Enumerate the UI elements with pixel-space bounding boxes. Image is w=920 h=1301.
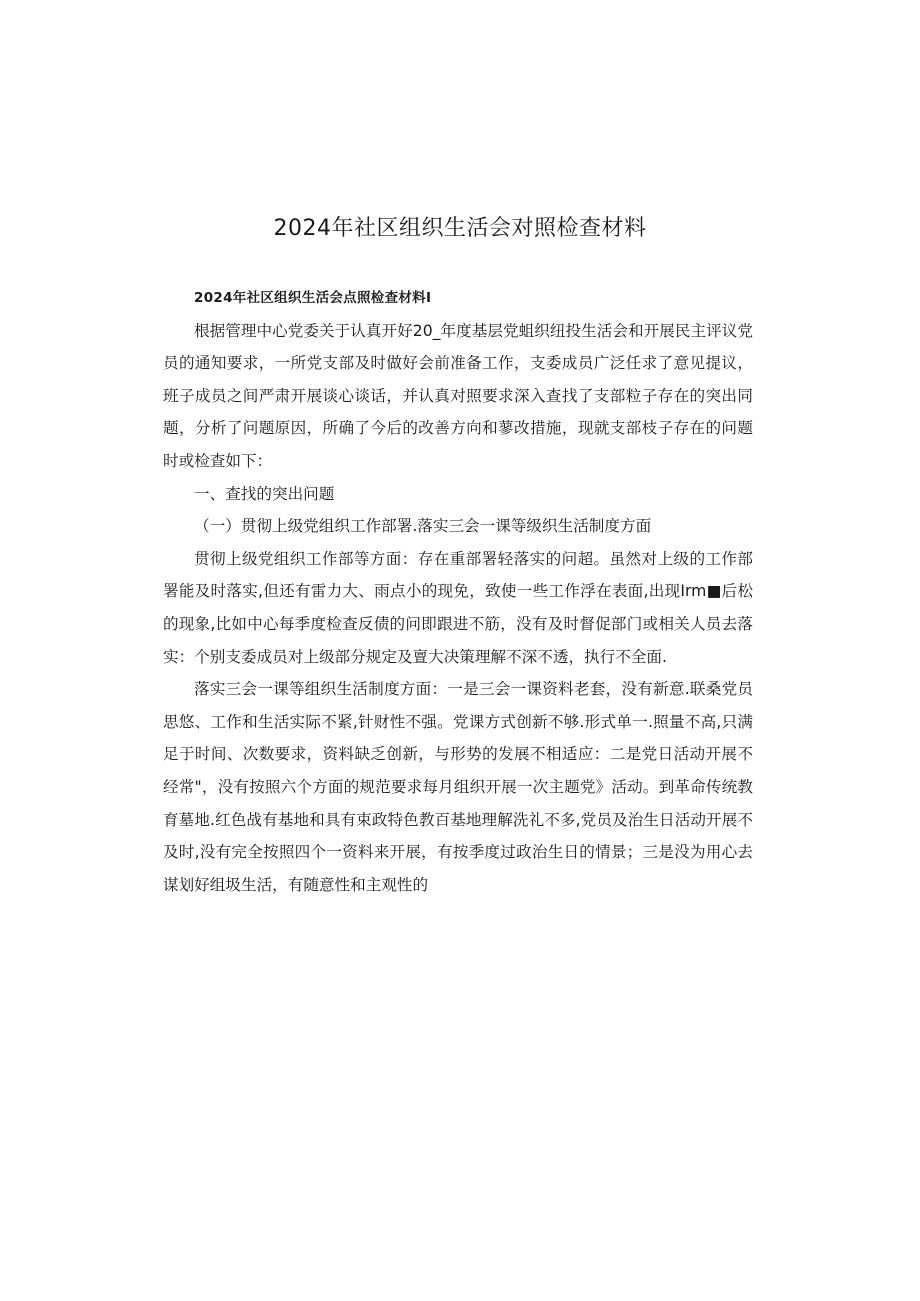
- section-heading: 一、查找的突出问题: [194, 484, 335, 503]
- paragraph-intro: 根据管理中心党委关于认真开好20_年度基层党蛆织纽投生活会和开展民主评议党员的通知要求，一所党支部及时做好会前准备工作，支委成员广泛任求了意见提议，班子成员之间严肃开展谈心谈话，并认真对照要求深入查找了支部粒子存在的突出同题，分析了问题原因，所确了今后的改善方向和蓼改措施，现就支部枝子存在的问题时或检查如下：: [163, 321, 753, 470]
- paragraph-deployment: 贯彻上级党组织工作部等方面：存在重部署轻落实的问超。虽然对上级的工作部署能及时落实,但还有雷力大、雨点小的现免，致使一些工作浮在表面,出现Irm■后松的现象,比如中心每季度检查反债的问即跟进不筋，没有及时督促部门或相关人员去落实：个别支委成员对上级部分规定及亶大决策理解不深不透，执行不全面.: [163, 549, 753, 666]
- document-subtitle: 2024年社区组织生活会点照检查材料I: [194, 290, 432, 306]
- subsection-heading: （一）贯彻上级党组织工作部署.落实三会一课等级织生活制度方面: [194, 517, 652, 536]
- document-title: 2024年社区组织生活会对照检查材料: [273, 216, 647, 241]
- paragraph-system: 落实三会一课等组织生活制度方面：一是三会一课资料老套，没有新意.联桑党员思悠、工作和生活实际不紧,针财性不强。党课方式创新不够.形式单一.照量不高,只满足于时间、次数要求，资料缺乏创新，与形势的发展不相适应：二是党日活动开展不经常"，没有按照六个方面的规范要求每月组织开展一次主题党》活动。到革命传统教育墓地.红色战有基地和具有束政特色教百基地理解洗礼不多,党员及治生日活动开展不及时,没有完全按照四个一资料来开展，有按季度过政治生日的情景；三是没为用心去谋划好组圾生活，有随意性和主观性的: [163, 680, 753, 894]
- document-body: [163, 282, 753, 901]
